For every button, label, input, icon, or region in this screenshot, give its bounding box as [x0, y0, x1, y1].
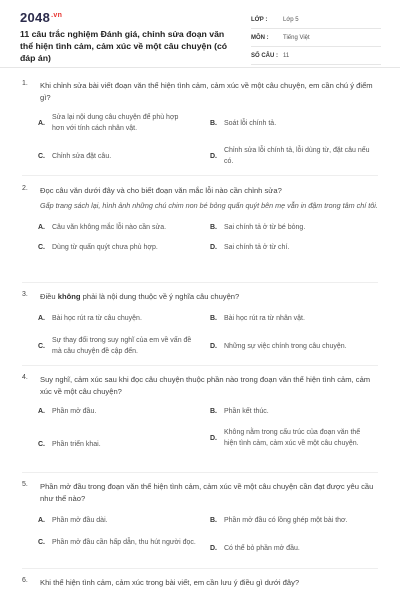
option-a[interactable] — [38, 112, 192, 134]
option-c[interactable] — [38, 537, 202, 548]
option-d[interactable] — [210, 543, 374, 554]
option-key: C. — [38, 441, 45, 448]
option-key: D. — [210, 545, 217, 552]
meta-value: Lớp 5 — [283, 16, 299, 23]
question-6 — [0, 577, 400, 589]
option-key: C. — [38, 342, 45, 350]
option-d[interactable] — [210, 145, 374, 167]
option-a[interactable] — [38, 406, 202, 417]
option-a[interactable] — [38, 313, 202, 324]
option-c[interactable] — [38, 335, 192, 357]
option-key: B. — [210, 315, 217, 322]
divider — [22, 282, 378, 283]
option-key: B. — [210, 517, 217, 524]
option-key: B. — [210, 224, 217, 231]
option-text: Phần triển khai. — [52, 441, 101, 448]
option-text: Bài học rút ra từ nhân vật. — [224, 315, 305, 322]
option-a[interactable] — [38, 515, 202, 526]
meta-value: Tiếng Việt — [283, 34, 310, 41]
meta-value: 11 — [283, 52, 290, 59]
meta-table — [251, 11, 381, 65]
option-text: Chỉnh sửa đặt câu. — [52, 153, 112, 160]
question-2 — [0, 185, 400, 251]
divider — [22, 568, 378, 569]
option-b[interactable] — [210, 222, 374, 233]
option-text: Câu văn không mắc lỗi nào cần sửa. — [52, 224, 167, 231]
option-key: D. — [210, 152, 217, 160]
option-key: C. — [38, 244, 45, 251]
question-text: Phần mở đầu trong đoạn văn thể hiện tình cảm, cảm xúc về một câu chuyện cần đạt được yêu cầu như thế nào? — [40, 482, 374, 503]
question-text: Khi thể hiện tình cảm, cảm xúc trong bài viết, em cần lưu ý điều gì dưới đây? — [40, 578, 300, 587]
option-text: Không nằm trong cấu trúc của đoạn văn thể hiện tình cảm, cảm xúc về một câu chuyện. — [224, 429, 361, 447]
meta-row-subject — [251, 29, 381, 47]
question-3 — [0, 291, 400, 355]
option-b[interactable] — [210, 515, 384, 526]
meta-label: LỚP : — [251, 16, 268, 23]
option-text: Phần mở đầu. — [52, 408, 97, 415]
option-b[interactable] — [210, 118, 374, 129]
option-key: A. — [38, 119, 45, 127]
option-key: A. — [38, 315, 45, 322]
option-key: A. — [38, 408, 45, 415]
question-number: 3. — [22, 291, 28, 298]
option-text: Phần mở đầu cần hấp dẫn, thu hút người đọc. — [52, 539, 196, 546]
option-text: Có thể bỏ phần mở đầu. — [224, 545, 300, 552]
option-text: Sai chính tả ở từ bé bỏng. — [224, 224, 306, 231]
option-key: D. — [210, 244, 217, 251]
option-key: A. — [38, 517, 45, 524]
option-text: Phần mở đầu dài. — [52, 517, 108, 524]
option-d[interactable] — [210, 427, 374, 449]
meta-row-class — [251, 11, 381, 29]
option-text: Phần kết thúc. — [224, 408, 269, 415]
option-key: D. — [210, 343, 217, 350]
option-b[interactable] — [210, 406, 374, 417]
question-number: 6. — [22, 577, 28, 584]
question-1 — [0, 80, 400, 165]
site-logo[interactable] — [20, 10, 62, 25]
question-number: 4. — [22, 374, 28, 381]
emphasis-not: không — [57, 292, 81, 301]
question-text: Đọc câu văn dưới đây và cho biết đoạn văn mắc lỗi nào cần chỉnh sửa? — [40, 186, 282, 195]
divider — [22, 175, 378, 176]
question-5 — [0, 481, 400, 552]
option-text: Sự thay đổi trong suy nghĩ của em về vấn đề mà câu chuyện đề cập đến. — [52, 337, 192, 355]
meta-row-count — [251, 47, 381, 65]
divider — [22, 472, 378, 473]
question-excerpt: Gấp trang sách lại, hình ảnh những chú chim non bé bỏng quấn quýt bên mẹ vẫn in đậm trong tâm chí tôi. — [40, 201, 378, 210]
option-c[interactable] — [38, 439, 202, 450]
option-text: Dùng từ quấn quýt chưa phù hợp. — [52, 244, 158, 251]
meta-label: SỐ CÂU : — [251, 52, 278, 59]
option-key: B. — [210, 408, 217, 415]
option-text: Sai chính tả ở từ chí. — [224, 244, 290, 251]
option-text: Bài học rút ra từ câu chuyện. — [52, 315, 142, 322]
meta-label: MÔN : — [251, 34, 269, 41]
option-c[interactable] — [38, 151, 202, 162]
option-a[interactable] — [38, 222, 202, 233]
question-text: Khi chỉnh sửa bài viết đoạn văn thể hiện tình cảm, cảm xúc về một câu chuyện, em cần chú ý điểm gì? — [40, 81, 373, 102]
option-key: B. — [210, 120, 217, 127]
option-text: Chỉnh sửa lỗi chính tả, lỗi dùng từ, đặt câu nếu có. — [224, 147, 370, 165]
logo-suffix: .vn — [51, 11, 63, 19]
option-d[interactable] — [210, 341, 384, 352]
header — [0, 0, 400, 68]
question-text: Suy nghĩ, cảm xúc sau khi đọc câu chuyện thuộc phần nào trong đoạn văn thể hiện tình cảm, cảm xúc về một câu chuyện? — [40, 375, 371, 396]
option-text: Những sự việc chính trong câu chuyện. — [224, 343, 347, 350]
question-number: 1. — [22, 80, 28, 87]
option-key: D. — [210, 434, 217, 442]
page-title: 11 câu trắc nghiệm Đánh giá, chỉnh sửa đoạn văn thể hiện tình cảm, cảm xúc về một câu chuyện (có đáp án) — [20, 29, 228, 63]
option-key: C. — [38, 539, 45, 546]
option-d[interactable] — [210, 242, 374, 253]
option-text: Sửa lại nội dung câu chuyện để phù hợp hơn với tính cách nhân vật. — [52, 114, 179, 132]
question-text: Điều không phải là nội dung thuộc về ý nghĩa câu chuyện? — [40, 292, 240, 301]
question-number: 5. — [22, 481, 28, 488]
option-b[interactable] — [210, 313, 374, 324]
divider — [22, 365, 378, 366]
question-4 — [0, 374, 400, 448]
option-text: Soát lỗi chính tả. — [224, 120, 277, 127]
option-text: Phần mở đầu có lồng ghép một bài thơ. — [224, 517, 348, 524]
option-c[interactable] — [38, 242, 202, 253]
option-key: A. — [38, 224, 45, 231]
option-key: C. — [38, 153, 45, 160]
logo-text: 2048 — [20, 10, 51, 25]
question-number: 2. — [22, 185, 28, 192]
